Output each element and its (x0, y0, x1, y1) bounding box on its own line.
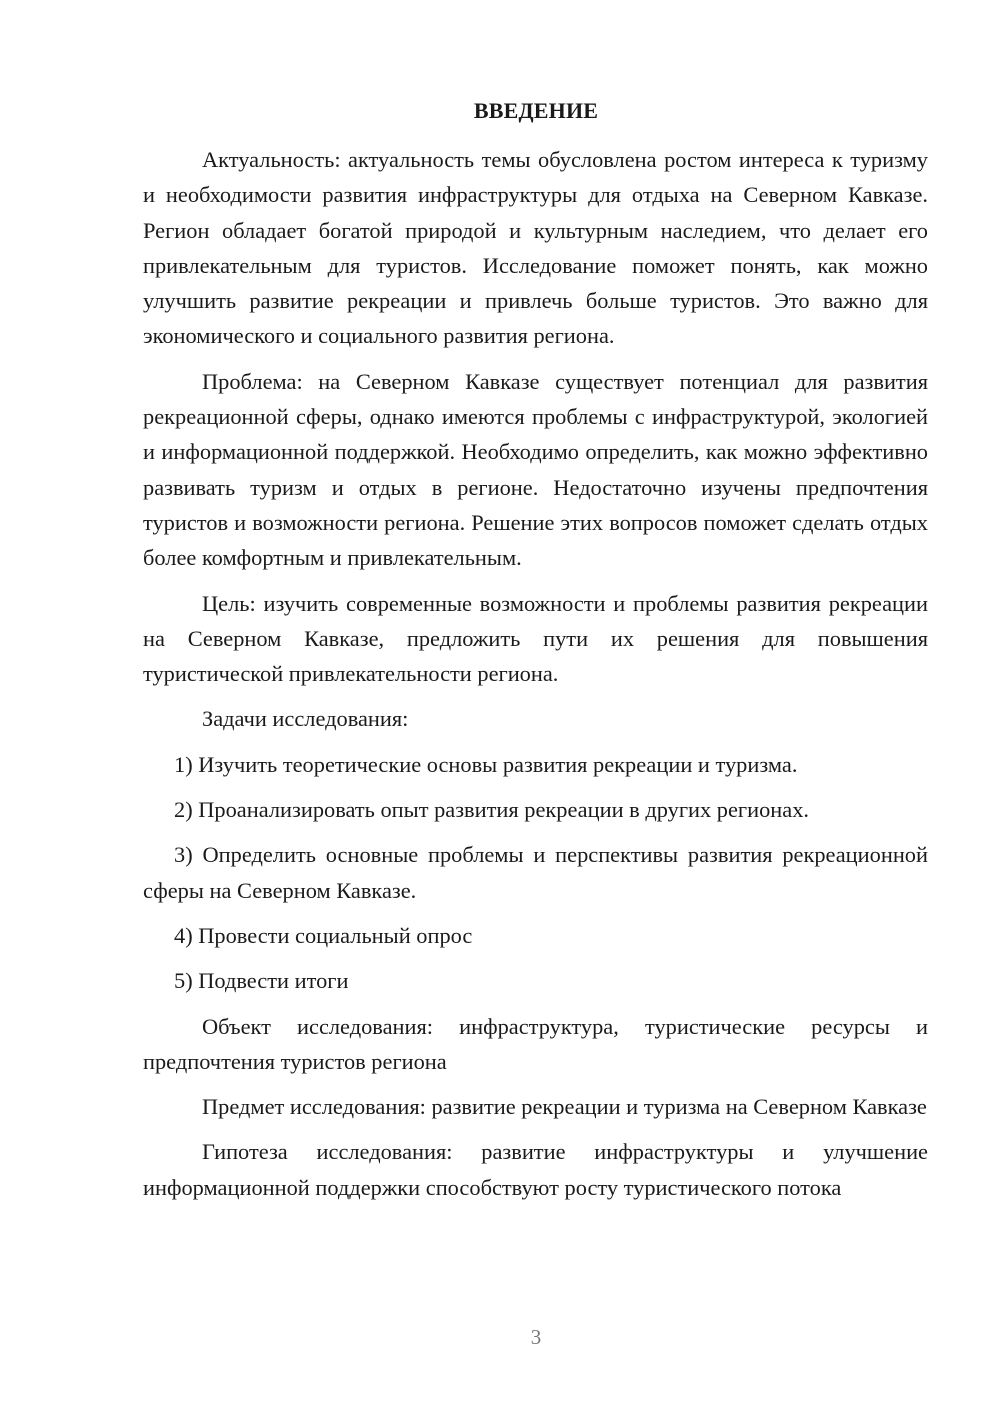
paragraph-hypothesis: Гипотеза исследования: развитие инфраструктуры и улучшение информационной поддержки способствуют росту туристического потока (143, 1139, 928, 1200)
task-item-2: 2) Проанализировать опыт развития рекреации в других регионах. (174, 797, 809, 823)
task-item-1: 1) Изучить теоретические основы развития рекреации и туризма. (174, 751, 798, 777)
section-heading: ВВЕДЕНИЕ (473, 98, 599, 123)
page-number: 3 (530, 1325, 542, 1349)
paragraph-goal: Цель: изучить современные возможности и проблемы развития рекреации на Северном Кавказе, предложить пути их решения для повышения туристической привлекательности региона. (143, 590, 928, 687)
document-body (143, 142, 928, 1215)
paragraph-subject: Предмет исследования: развитие рекреации и туризма на Северном Кавказе (202, 1094, 927, 1120)
task-item-3: 3) Определить основные проблемы и перспективы развития рекреационной сферы на Северном Кавказе. (143, 842, 928, 903)
paragraph-tasks-heading: Задачи исследования: (202, 706, 409, 732)
paragraph-problem: Проблема: на Северном Кавказе существует потенциал для развития рекреационной сферы, однако имеются проблемы с инфраструктурой, экологией и информационной поддержкой. Необходимо определить, как можно эффективно развивать туризм и отдых в регионе. Недостаточно изучены предпочтения туристов и возможности региона. Решение этих вопросов поможет сделать отдых более комфортным и привлекательным. (143, 368, 928, 571)
task-item-4: 4) Провести социальный опрос (174, 922, 473, 948)
paragraph-object: Объект исследования: инфраструктура, туристические ресурсы и предпочтения туристов региона (143, 1013, 928, 1074)
task-item-5: 5) Подвести итоги (174, 968, 349, 994)
paragraph-relevance: Актуальность: актуальность темы обусловлена ростом интереса к туризму и необходимости развития инфраструктуры для отдыха на Северном Кавказе. Регион обладает богатой природой и культурным наследием, что делает его привлекательным для туристов. Исследование поможет понять, как можно улучшить развитие рекреации и привлечь больше туристов. Это важно для экономического и социального развития региона. (143, 147, 928, 349)
